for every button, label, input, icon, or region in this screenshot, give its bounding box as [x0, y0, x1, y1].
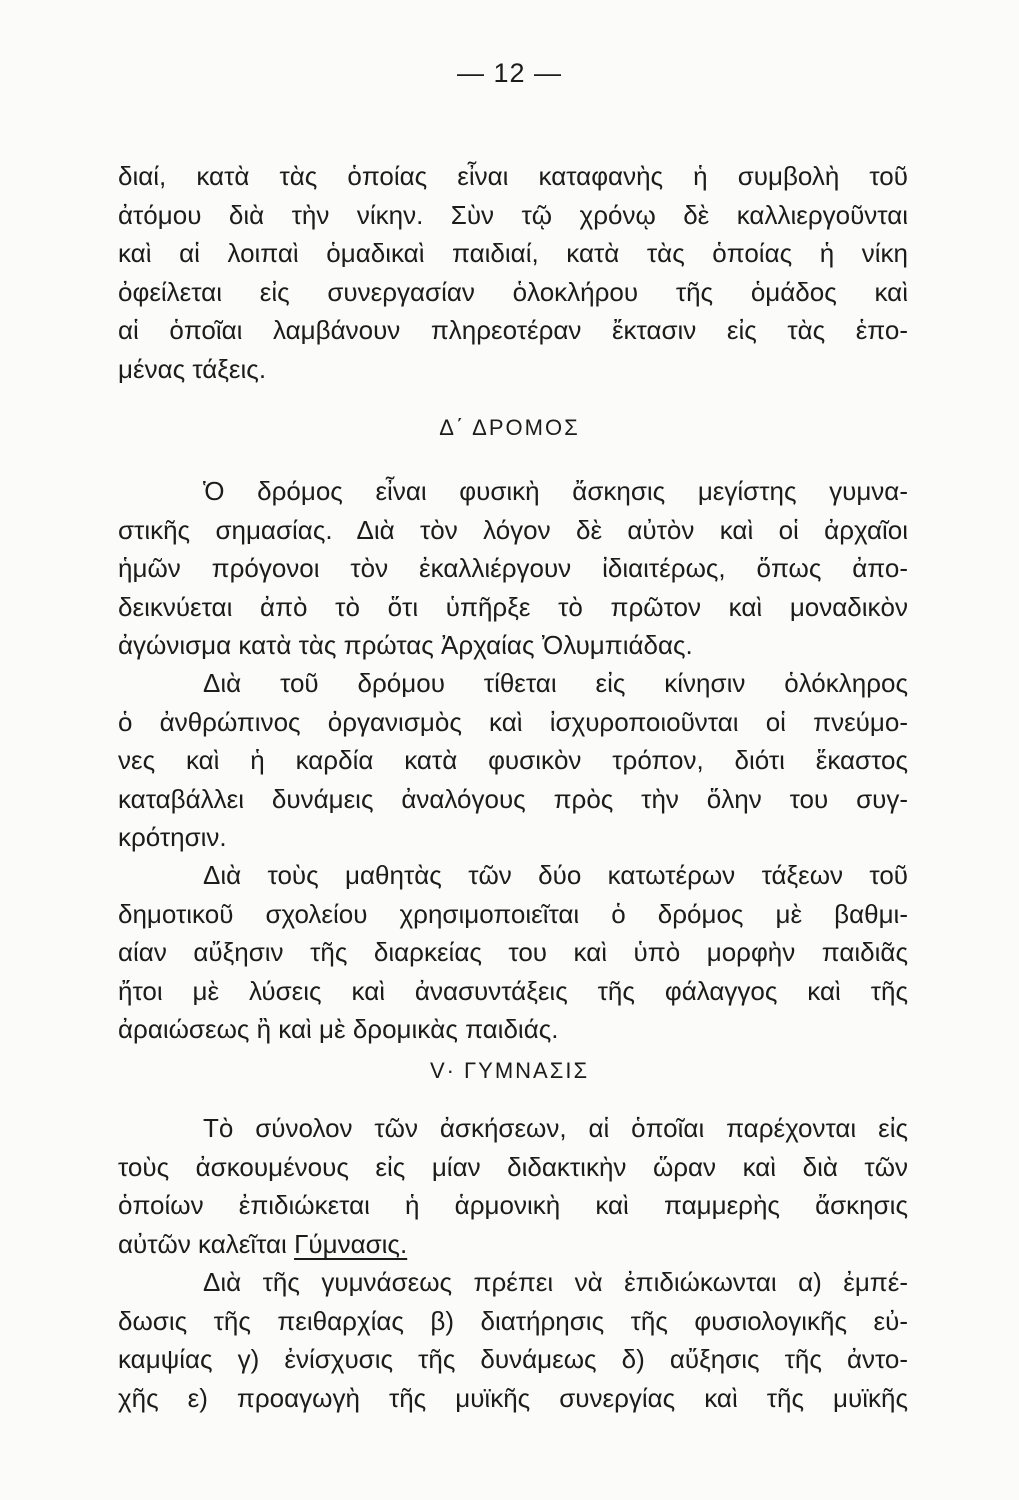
paragraph-gymnasis-2	[118, 1263, 908, 1417]
text-line: Διὰ τῆς γυμνάσεως πρέπει νὰ ἐπιδιώκωνται α) ἐμπέ-	[203, 1267, 908, 1297]
text-line: μένας τάξεις.	[118, 353, 267, 384]
text-line: καταβάλλει δυνάμεις ἀναλόγους πρὸς τὴν ὅλην του συγ-	[118, 783, 908, 814]
text-line: Διὰ τοὺς μαθητὰς τῶν δύο κατωτέρων τάξεων τοῦ	[203, 860, 908, 890]
text-line	[118, 1225, 908, 1264]
defined-term: Γύμνασις.	[294, 1228, 408, 1259]
text-line: Διὰ τοῦ δρόμου τίθεται εἰς κίνησιν ὁλόκληρος	[203, 668, 908, 698]
text-line: Τὸ σύνολον τῶν ἀσκήσεων, αἱ ὁποῖαι παρέχονται εἰς	[203, 1113, 908, 1143]
text-fragment: αὐτῶν καλεῖται	[118, 1228, 295, 1259]
page-number: — 12 —	[456, 58, 563, 88]
text-line: αίαν αὔξησιν τῆς διαρκείας του καὶ ὑπὸ μορφὴν παιδιᾶς	[118, 937, 908, 967]
text-line: ἡμῶν πρόγονοι τὸν ἐκαλλιέργουν ἰδιαιτέρως, ὅπως ἀπο-	[118, 553, 908, 583]
section-heading-dromos: Δ΄ ΔΡΟΜΟΣ	[439, 415, 580, 440]
paragraph-dromos-3	[118, 856, 908, 1049]
text-line: νες καὶ ἡ καρδία κατὰ φυσικὸν τρόπον, διότι ἕκαστος	[118, 745, 908, 775]
paragraph-dromos-1	[118, 472, 908, 665]
text-line: καμψίας γ) ἐνίσχυσις τῆς δυνάμεως δ) αὔξησις τῆς ἀντο-	[118, 1344, 908, 1374]
text-line: διαί, κατὰ τὰς ὁποίας εἶναι καταφανὴς ἡ συμβολὴ τοῦ	[118, 161, 908, 191]
text-line: καὶ αἱ λοιπαὶ ὁμαδικαὶ παιδιαί, κατὰ τὰς ὁποίας ἡ νίκη	[118, 238, 908, 268]
text-line: κρότησιν.	[118, 822, 227, 852]
text-line: ὀφείλεται εἰς συνεργασίαν ὁλοκλήρου τῆς ὁμάδος καὶ	[118, 276, 908, 307]
text-line: δημοτικοῦ σχολείου χρησιμοποιεῖται ὁ δρόμος μὲ βαθμι-	[118, 898, 908, 929]
text-line: ὁ ἀνθρώπινος ὀργανισμὸς καὶ ἰσχυροποιοῦνται οἱ πνεύμο-	[118, 706, 908, 737]
text-line: στικῆς σημασίας. Διὰ τὸν λόγον δὲ αὐτὸν καὶ οἱ ἀρχαῖοι	[118, 514, 908, 545]
paragraph-gymnasis-1	[118, 1109, 908, 1263]
text-line: δεικνύεται ἀπὸ τὸ ὅτι ὑπῆρξε τὸ πρῶτον καὶ μοναδικὸν	[118, 591, 908, 622]
text-line: ὁποίων ἐπιδιώκεται ἡ ἁρμονικὴ καὶ παμμερὴς ἄσκησις	[118, 1190, 908, 1220]
text-line: ἀτόμου διὰ τὴν νίκην. Σὺν τῷ χρόνῳ δὲ καλλιεργοῦνται	[118, 199, 908, 230]
paragraph-intro	[118, 157, 908, 388]
text-line: ἤτοι μὲ λύσεις καὶ ἀνασυντάξεις τῆς φάλαγγος καὶ τῆς	[118, 975, 908, 1006]
text-line: τοὺς ἀσκουμένους εἰς μίαν διδακτικὴν ὥραν καὶ διὰ τῶν	[118, 1151, 908, 1182]
text-line: Ὁ δρόμος εἶναι φυσικὴ ἄσκησις μεγίστης γυμνα-	[203, 476, 908, 506]
paragraph-dromos-2	[118, 664, 908, 857]
section-heading-gymnasis: V· ΓΥΜΝΑΣΙΣ	[429, 1058, 590, 1083]
text-line: αἱ ὁποῖαι λαμβάνουν πληρεοτέραν ἔκτασιν εἰς τὰς ἑπο-	[118, 315, 908, 345]
text-line: ἀραιώσεως ἢ καὶ μὲ δρομικὰς παιδιάς.	[118, 1014, 559, 1044]
text-line: ἀγώνισμα κατὰ τὰς πρώτας Ἀρχαίας Ὀλυμπιάδας.	[118, 630, 693, 660]
text-line: χῆς ε) προαγωγὴ τῆς μυϊκῆς συνεργίας καὶ τῆς μυϊκῆς	[118, 1382, 908, 1413]
text-line: δωσις τῆς πειθαρχίας β) διατήρησις τῆς φυσιολογικῆς εὐ-	[118, 1305, 908, 1336]
